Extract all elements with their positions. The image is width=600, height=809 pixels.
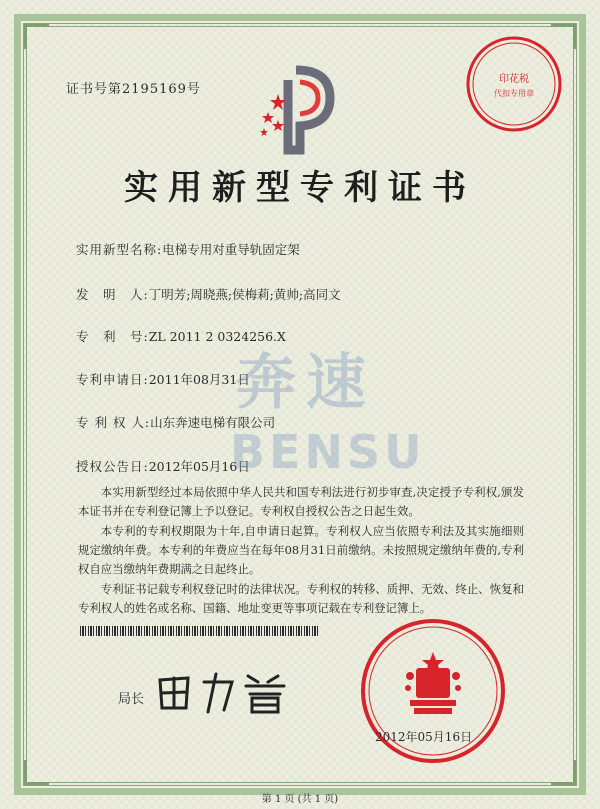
field-label: 授权公告日:	[76, 459, 149, 474]
field-label: 专利申请日:	[76, 372, 149, 387]
field-value: 丁明芳;周晓燕;侯梅莉;黄帅;高同文	[148, 287, 341, 302]
field-value: 2011年08月31日	[148, 372, 250, 387]
field-label: 发 明 人:	[76, 287, 149, 302]
body-paragraph: 本实用新型经过本局依照中华人民共和国专利法进行初步审查,决定授予专利权,颁发本证书并在专利登记簿上予以登记。专利权自授权公告之日起生效。	[78, 485, 524, 518]
director-signature	[152, 668, 302, 716]
field-inventors	[76, 285, 341, 303]
field-value: 山东奔速电梯有限公司	[150, 415, 276, 430]
barcode	[80, 626, 320, 636]
page-footer: 第 1 页 (共 1 页)	[261, 794, 339, 805]
tax-seal-stamp	[462, 32, 566, 136]
certificate-number: 证书号第2195169号	[66, 82, 201, 97]
body-paragraph: 专利证书记载专利权登记时的法律状况。专利权的转移、质押、无效、终止、恢复和专利权人的姓名或名称、国籍、地址变更等事项记载在专利登记簿上。	[78, 582, 524, 615]
watermark-brand-en: BENSU	[230, 425, 426, 479]
field-application-date	[76, 370, 250, 388]
watermark-brand-cn: 奔速	[236, 348, 376, 418]
field-value: 电梯专用对重导轨固定架	[162, 242, 300, 257]
director-label: 局长	[118, 692, 145, 707]
field-utility-name	[76, 240, 300, 258]
patent-office-logo-icon	[256, 64, 336, 156]
field-label: 实用新型名称:	[76, 242, 163, 257]
svg-text:代扣专用章: 代扣专用章	[494, 89, 534, 98]
corner-ornament	[551, 760, 576, 785]
field-value: 2012年05月16日	[148, 459, 250, 474]
body-paragraph: 本专利的专利权期限为十年,自申请日起算。专利权人应当依照专利法及其实施细则规定缴纳年费。本专利的年费应当在每年08月31日前缴纳。未按照规定缴纳年费的,专利权自应当缴纳年费期满之日起终止。	[78, 524, 524, 576]
certificate-title: 实用新型专利证书	[124, 168, 476, 208]
field-label: 专 利 号:	[76, 329, 149, 344]
field-grant-date	[76, 457, 250, 475]
svg-text:印花税: 印花税	[499, 74, 529, 85]
corner-ornament	[24, 24, 49, 49]
field-value: ZL 2011 2 0324256.X	[148, 329, 286, 344]
field-label: 专 利 权 人:	[76, 415, 151, 430]
corner-ornament	[24, 760, 49, 785]
seal-date: 2012年05月16日	[375, 730, 473, 744]
